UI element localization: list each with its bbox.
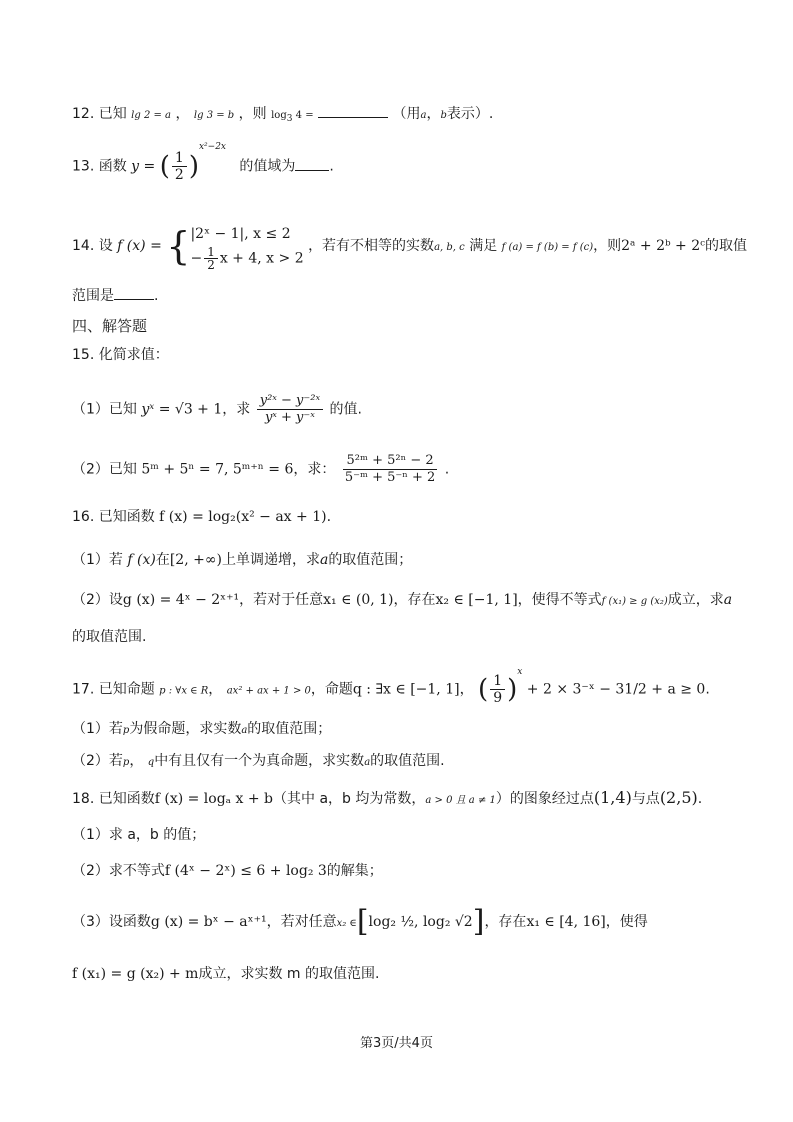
q15-p1-end: 的值. — [329, 401, 362, 418]
q16-p2-exist: ，存在 — [393, 592, 436, 608]
q18-p3-rbracket: ] — [472, 904, 485, 939]
q17-head: 17. 已知命题 p : ∀x ∈ R， ax² + ax + 1 > 0，命题q : ∃x ∈ [−1, 1]， ( $\frac{1}{9}$ )$^x$ + 2 × 3⁻ˣ − 31/2 + a ≥ 0. — [72, 666, 710, 706]
q18-graph: ）的图象经过点 — [495, 791, 594, 807]
q12-sep2: ， — [426, 106, 441, 122]
q16-part2-continued: 的取值范围. — [72, 629, 147, 645]
q14-frac-num: 1 — [204, 246, 218, 259]
q17-ninth — [490, 673, 505, 706]
q17-qexpr: + 2 × 3⁻ˣ − 31/2 + a ≥ 0 — [526, 681, 706, 698]
q17-mid: ，命题 — [310, 681, 353, 698]
q16-p1-mid: 上单调递增，求 — [221, 552, 320, 568]
q16-p2-g: g (x) = 4ˣ − 2ˣ⁺¹ — [122, 592, 240, 608]
q13-answer-blank[interactable] — [295, 156, 329, 171]
q18-p3-mid: ，若对任意 — [266, 914, 337, 930]
q15-p1-ask: ，求 — [222, 401, 251, 418]
q16-p2-ineq-pre: ，使得不等式 — [517, 592, 602, 608]
q12-rep: 表示）. — [446, 106, 494, 122]
q15-p2-den: 5⁻ᵐ + 5⁻ⁿ + 2 — [344, 470, 436, 485]
q16-end: . — [326, 509, 332, 525]
q13-y: y — [131, 158, 140, 175]
q17-p1-pre: （1）若 — [72, 721, 123, 737]
q12-sep1: ， — [175, 106, 190, 122]
q17-p2-q: q — [147, 757, 155, 768]
q16-p2-a: a — [723, 592, 733, 608]
q18-p2-ineq: f (4ˣ − 2ˣ) ≤ 6 + log₂ 3 — [164, 863, 327, 879]
q15-p1-num: y²ˣ − y⁻²ˣ — [257, 393, 323, 410]
q18-p2-end: 的解集； — [326, 863, 383, 879]
q18-p2-pre: （2）求不等式 — [72, 863, 165, 879]
q17-label: 17. 已知命题 — [72, 681, 155, 698]
q14-case2-tail: x + 4, x > 2 — [219, 250, 304, 267]
q14-expr: 2ᵃ + 2ᵇ + 2ᶜ — [621, 238, 705, 254]
q16-p1-a: a — [319, 552, 329, 568]
question-14-continued — [72, 285, 753, 306]
q15-head: 15. 化简求值： — [72, 347, 169, 363]
q14-sat: 满足 — [469, 238, 498, 254]
q18-p3-end: 成立，求实数 m 的取值范围. — [198, 966, 380, 982]
q14-frac-den: 2 — [207, 258, 215, 272]
q18-end: . — [697, 791, 703, 807]
q14-then: ，则 — [593, 238, 622, 254]
q18-fx: f (x) = logₐ x + b — [154, 791, 274, 807]
q16-head — [72, 507, 753, 527]
q17-p1-mid: 为假命题，求实数 — [129, 721, 242, 737]
q17-pexpr: ax² + ax + 1 > 0 — [226, 685, 311, 697]
q14-case-2: − $\frac{1}{2}$ x + 4, x > 2 — [190, 245, 304, 272]
q13-rparen: ) — [188, 151, 199, 182]
q12-log-arg: 4 = — [292, 110, 314, 121]
q18-and: 与点 — [631, 791, 660, 807]
q15-p2-frac — [342, 453, 438, 486]
q17-lparen: ( — [478, 674, 489, 705]
q18-pt2: (2,5) — [659, 788, 698, 807]
q16-part1 — [72, 550, 753, 570]
q15-p2-ask: ，求： — [293, 461, 336, 478]
q18-part1: （1）求 a，b 的值； — [72, 827, 206, 843]
q17-p2-end: 的取值范围. — [370, 753, 445, 769]
question-12 — [72, 103, 753, 126]
q15-p2-cond: 5ᵐ + 5ⁿ = 7, 5ᵐ⁺ⁿ = 6 — [141, 461, 294, 478]
q14-abc: a, b, c — [434, 242, 465, 253]
q17-p2-p: p — [122, 757, 130, 768]
q16-p1-pre: （1）若 — [72, 552, 123, 568]
q18-p3-g: g (x) = bˣ − aˣ⁺¹ — [150, 914, 267, 930]
q13-lparen: ( — [159, 151, 170, 182]
q17-p: p : ∀x ∈ R — [159, 685, 209, 697]
q16-p1-int: [2, +∞) — [169, 552, 222, 568]
q17-p1-p: p — [122, 725, 130, 736]
q12-log — [271, 110, 314, 124]
q18-p3-x2: x₂ ∈ — [336, 918, 357, 929]
q13-half-num: 1 — [172, 150, 187, 167]
q17-part1 — [72, 719, 753, 741]
q15-part1 — [72, 393, 753, 426]
q12-log-text: log — [271, 110, 287, 121]
q14-cond: ，若有不相等的实数 — [308, 238, 435, 254]
q12-b: b — [440, 110, 447, 121]
q18-label: 18. 已知函数 — [72, 791, 155, 807]
q16-fx: f (x) = log₂(x² − ax + 1) — [159, 509, 327, 525]
q12-a: a — [420, 110, 427, 121]
q18-p3-x1: x₁ ∈ [4, 16] — [526, 914, 606, 930]
q16-p2-ineq: f (x₁) ≥ g (x₂) — [601, 596, 668, 607]
q13-half — [172, 150, 187, 183]
q13-text: 的值域为 — [239, 158, 296, 175]
q15-p1-den: yˣ + y⁻ˣ — [264, 410, 315, 425]
q18-p3-int: log₂ ½, log₂ √2 — [368, 914, 473, 930]
q12-lg2: lg 2 = a — [131, 110, 172, 121]
page-footer: 第3页/共4页 — [360, 1036, 433, 1051]
q12-use: （用 — [392, 106, 421, 122]
q18-paren: （其中 a，b 均为常数， — [273, 791, 426, 807]
q15-p2-num: 5²ᵐ + 5²ⁿ − 2 — [343, 453, 436, 470]
q18-p3-eq: f (x₁) = g (x₂) + m — [72, 966, 199, 982]
question-14: 14. 设 f (x) = { |2ˣ − 1|, x ≤ 2 − $\frac{1}{2}$ x + 4, x > 2 ，若有不相等的实数a, b, c 满足 f (a) = f (b) = f (c)，则2ᵃ + 2ᵇ + 2ᶜ的取值 — [72, 224, 747, 272]
q16-p2-hold: 成立，求 — [667, 592, 724, 608]
q17-rparen: ) — [507, 674, 518, 705]
q15-p2-pre: （2）已知 — [72, 461, 137, 478]
q17-ninth-den: 9 — [493, 690, 503, 706]
q14-eq: f (a) = f (b) = f (c) — [501, 242, 594, 253]
q13-exponent: x²−2x — [198, 141, 226, 152]
q18-part2 — [72, 861, 753, 881]
q17-p2-pre: （2）若 — [72, 753, 123, 769]
q14-range: 的取值 — [704, 238, 747, 254]
q14-label: 14. 设 — [72, 238, 113, 254]
q14-end: . — [154, 288, 159, 304]
q15-p1-cond: = √3 + 1 — [158, 401, 223, 418]
q12-then: ，则 — [238, 106, 267, 122]
q17-ninth-num: 1 — [490, 673, 505, 690]
q12-label: 12. 已知 — [72, 106, 127, 122]
q18-pt1: (1,4) — [593, 788, 632, 807]
q12-log-base: 3 — [286, 114, 293, 124]
q15-p1-frac — [257, 393, 323, 426]
q16-p1-in: 在 — [155, 552, 170, 568]
q17-exp-x: x — [517, 666, 523, 677]
q16-p2-x1: x₁ ∈ (0, 1) — [323, 592, 394, 608]
q13-end: . — [329, 158, 334, 175]
q16-p2-x2: x₂ ∈ [−1, 1] — [435, 592, 518, 608]
q15-part2 — [72, 453, 753, 486]
q14-case2-frac — [204, 246, 218, 271]
q15-p1-y: yˣ — [141, 401, 155, 418]
q16-p2-mid: ，若对于任意 — [239, 592, 324, 608]
q14-cont: 范围是 — [72, 288, 114, 304]
q18-p3-so: ，使得 — [605, 914, 648, 930]
q18-cond: a > 0 且 a ≠ 1 — [425, 795, 496, 806]
q14-case-1: |2ˣ − 1|, x ≤ 2 — [190, 226, 291, 242]
question-13: 13. 函数 y = ( $\frac{1}{2}$ )$^{x^2-2x}$ 的值域为 . — [72, 141, 334, 183]
q13-half-den: 2 — [174, 167, 184, 183]
q18-part3 — [72, 904, 753, 939]
q17-q: q : ∃x ∈ [−1, 1] — [352, 681, 460, 698]
q14-fx: f (x) — [117, 238, 146, 254]
q13-label: 13. 函数 — [72, 158, 127, 175]
q18-head — [72, 788, 753, 811]
q18-p3-exist: ，存在 — [484, 914, 527, 930]
q17-p2-mid: 中有且仅有一个为真命题，求实数 — [154, 753, 365, 769]
q14-cases — [190, 222, 303, 270]
q14-brace: { — [166, 224, 191, 268]
q16-part2 — [72, 590, 753, 612]
q16-p2-pre: （2）设 — [72, 592, 123, 608]
q17-p1-end: 的取值范围； — [247, 721, 332, 737]
q18-part3-continued — [72, 964, 753, 984]
q18-p3-pre: （3）设函数 — [72, 914, 151, 930]
q18-p3-lbracket: [ — [356, 904, 369, 939]
q15-p1-pre: （1）已知 — [72, 401, 137, 418]
q17-p1-a: a — [241, 725, 248, 736]
q15-p2-end: . — [444, 461, 450, 478]
q16-label: 16. 已知函数 — [72, 509, 155, 525]
q14-answer-blank[interactable] — [114, 285, 154, 300]
q17-part2: （2）若p， q中有且仅有一个为真命题，求实数a的取值范围. — [72, 753, 445, 769]
section-title: 四、解答题 — [72, 317, 148, 335]
q12-lg3: lg 3 = b — [193, 110, 235, 121]
q12-answer-blank[interactable] — [318, 103, 388, 118]
q17-p2-a: a — [364, 757, 371, 768]
q17-end: . — [705, 681, 710, 698]
q16-p1-f: f (x) — [127, 552, 156, 568]
q16-p1-end: 的取值范围； — [328, 552, 413, 568]
